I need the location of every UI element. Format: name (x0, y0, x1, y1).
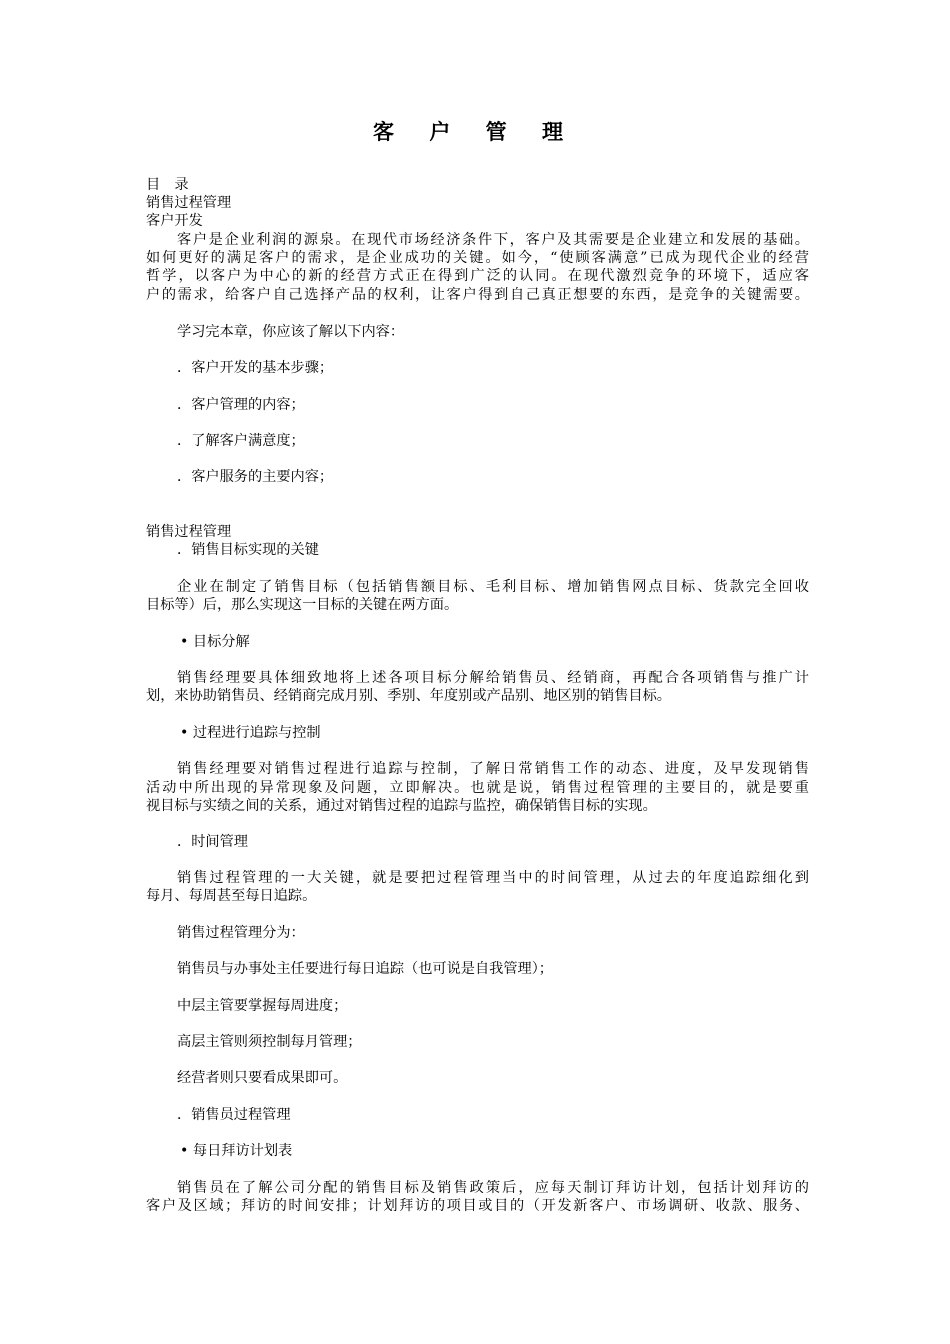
paragraph: 高层主管则须控制每月管理； (177, 1034, 362, 1050)
paragraph: 经营者则只要看成果即可。 (177, 1070, 348, 1086)
intro-learn: 学习完本章，你应该了解以下内容： (177, 324, 405, 340)
toc-item: 销售过程管理 (146, 195, 232, 211)
paragraph: 销售员与办事处主任要进行每日追踪（也可说是自我管理）； (177, 961, 553, 977)
bullet-heading: • 每日拜访计划表 (180, 1143, 293, 1159)
intro-line: 哲学，以客户为中心的新的经营方式正在得到广泛的认同。在现代激烈竞争的环境下，适应客 (146, 268, 809, 284)
paragraph-line: 销售员在了解公司分配的销售目标及销售政策后，应每天制订拜访计划，包括计划拜访的 (177, 1180, 809, 1196)
section-heading: 销售过程管理 (146, 524, 232, 540)
paragraph-line: 划，来协助销售员、经销商完成月别、季别、年度别或产品别、地区别的销售目标。 (146, 688, 671, 704)
paragraph-line: 企业在制定了销售目标（包括销售额目标、毛利目标、增加销售网点目标、货款完全回收 (177, 579, 809, 595)
bullet-heading: • 过程进行追踪与控制 (180, 725, 321, 741)
subheading: ．销售员过程管理 (177, 1107, 291, 1123)
subheading: ．时间管理 (177, 834, 248, 850)
paragraph-line: 目标等）后，那么实现这一目标的关键在两方面。 (146, 597, 459, 613)
subheading: ．销售目标实现的关键 (177, 542, 319, 558)
intro-point: ．客户开发的基本步骤； (177, 360, 334, 376)
paragraph-line: 每月、每周甚至每日追踪。 (146, 888, 317, 904)
intro-line: 户的需求，给客户自己选择产品的权利，让客户得到自己真正想要的东西，是竞争的关键需要。 (146, 287, 809, 303)
paragraph-line: 活动中所出现的异常现象及问题，立即解决。也就是说，销售过程管理的主要目的，就是要重 (146, 780, 809, 796)
intro-point: ．客户管理的内容； (177, 397, 305, 413)
paragraph-line: 视目标与实绩之间的关系，通过对销售过程的追踪与监控，确保销售目标的实现。 (146, 798, 657, 814)
paragraph-line: 销售过程管理的一大关键，就是要把过程管理当中的时间管理，从过去的年度追踪细化到 (177, 870, 809, 886)
intro-point: ．客户服务的主要内容； (177, 469, 334, 485)
paragraph-line: 销售经理要具体细致地将上述各项目标分解给销售员、经销商，再配合各项销售与推广计 (177, 670, 809, 686)
paragraph: 销售过程管理分为： (177, 925, 305, 941)
intro-line: 如何更好的满足客户的需求，是企业成功的关键。如今，“使顾客满意”已成为现代企业的经营 (146, 250, 809, 266)
paragraph-line: 客户及区域；拜访的时间安排；计划拜访的项目或目的（开发新客户、市场调研、收款、服务、 (146, 1198, 809, 1214)
paragraph-line: 销售经理要对销售过程进行追踪与控制，了解日常销售工作的动态、进度，及早发现销售 (177, 761, 809, 777)
paragraph: 中层主管要掌握每周进度； (177, 998, 348, 1014)
toc-heading: 目 录 (146, 177, 189, 193)
document-title: 客 户 管 理 (373, 120, 577, 144)
toc-item: 客户开发 (146, 213, 203, 229)
intro-line: 客户是企业利润的源泉。在现代市场经济条件下，客户及其需要是企业建立和发展的基础。 (177, 232, 809, 248)
intro-point: ．了解客户满意度； (177, 433, 305, 449)
bullet-heading: • 目标分解 (180, 634, 250, 650)
